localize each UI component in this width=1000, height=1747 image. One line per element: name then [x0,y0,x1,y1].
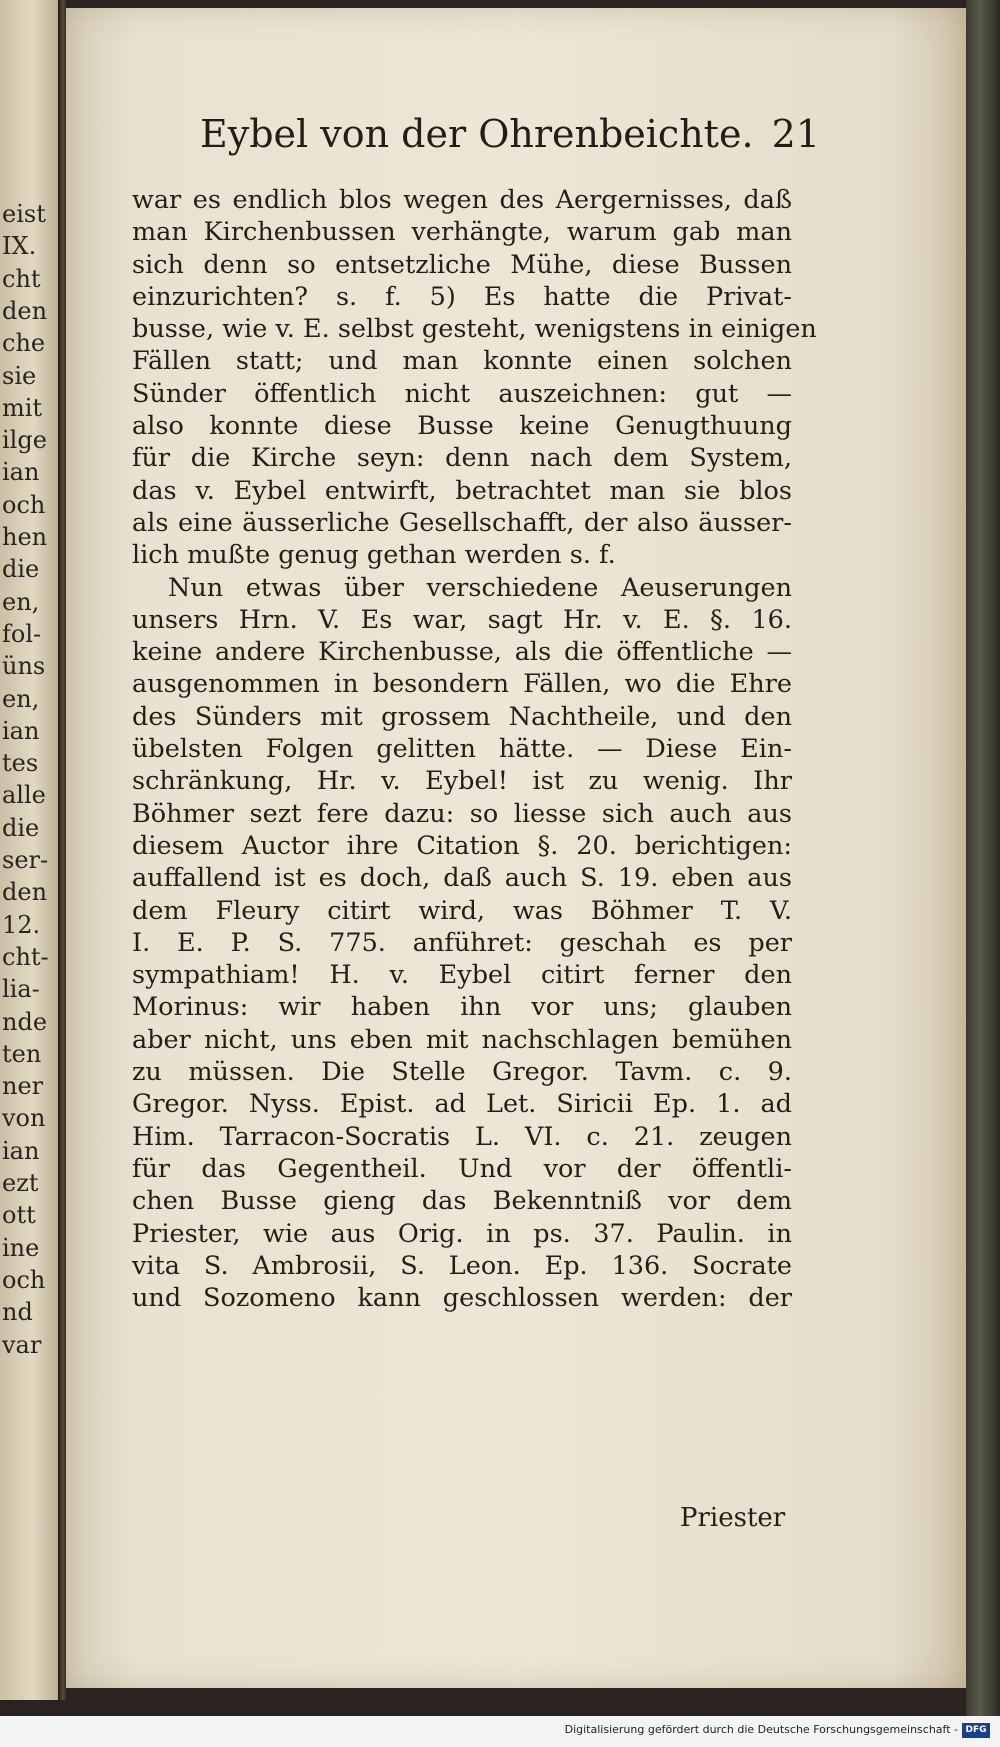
text-line: übelsten Folgen gelitten hätte. — Diese Ein‑ [132,734,792,765]
text-line: diesem Auctor ihre Citation §. 20. berichtigen: [132,830,792,861]
left-page-fragment: nd [2,1298,33,1327]
left-page-fragment: die [2,813,40,842]
book-cover-edge [966,0,1000,1747]
text-line: man Kirchenbussen verhängte, warum gab man [132,217,792,248]
left-page-fragment: IX. [2,232,37,261]
text-line: Böhmer sezt fere dazu: so liesse sich auch aus [132,798,792,829]
left-page-fragment: var [2,1330,42,1359]
footer-bar [0,1716,1000,1747]
text-line: zu müssen. Die Stelle Gregor. Tavm. c. 9. [132,1057,792,1088]
left-page-fragment: ian [2,1136,40,1165]
text-line: sich denn so entsetzliche Mühe, diese Bussen [132,249,792,280]
left-page-fragment: ine [2,1233,40,1262]
left-page-fragment: en, [2,684,40,713]
left-page-fragment: nde [2,1007,48,1036]
text-line: unsers Hrn. V. Es war, sagt Hr. v. E. §. 16. [132,604,792,635]
text-line: chen Busse gieng das Bekenntniß vor dem [132,1186,792,1217]
text-line: vita S. Ambrosii, S. Leon. Ep. 136. Socrate [132,1250,792,1281]
left-page-fragment: den [2,296,48,325]
text-line: war es endlich blos wegen des Aergernisses, daß [132,185,792,215]
left-page-fragment: mit [2,393,43,422]
text-line: auffallend ist es doch, daß auch S. 19. eben aus [132,863,792,894]
left-page-fragment: ezt [2,1169,39,1197]
running-title: Eybel von der Ohrenbeichte. [200,112,754,156]
text-line: Morinus: wir haben ihn vor uns; glauben [132,992,792,1023]
left-page-fragment: che [2,329,46,358]
text-line: Nun etwas über verschiedene Aeuserungen [168,572,792,603]
text-line: für das Gegentheil. Und vor der öffentli‑ [132,1153,792,1184]
left-page-fragment: och [2,1265,46,1294]
text-line: Him. Tarracon‑Socratis L. VI. c. 21. zeugen [132,1121,792,1152]
left-page-fragment: hen [2,523,48,551]
page-number: 21 [771,112,820,156]
left-page-edge [0,0,63,1700]
left-page-fragment: cht [2,264,41,293]
text-line: Sünder öffentlich nicht auszeichnen: gut — [132,378,792,409]
left-page-fragment: ott [2,1201,36,1230]
text-line: einzurichten? s. f. 5) Es hatte die Privat‑ [132,281,792,312]
left-page-fragment: tes [2,749,39,778]
text-line: busse, wie v. E. selbst gesteht, wenigstens in einigen [132,314,817,345]
text-line: Priester, wie aus Orig. in ps. 37. Paulin. in [132,1218,792,1249]
left-page-fragment: sie [2,361,37,390]
left-page-fragment: fol‑ [2,619,42,648]
left-page-fragment: alle [2,781,46,810]
left-page-fragment: ten [2,1039,42,1068]
left-page-fragment: die [2,555,40,584]
page-header [200,112,820,162]
left-page-fragment: ian [2,716,40,745]
text-line: I. E. P. S. 775. anführet: geschah es per [132,927,792,958]
left-page-fragment: och [2,490,46,519]
text-line: aber nicht, uns eben mit nachschlagen bemühen [132,1024,792,1055]
text-line: schränkung, Hr. v. Eybel! ist zu wenig. Ihr [132,766,792,797]
text-line: als eine äusserliche Gesellschafft, der also äusser‑ [132,507,792,538]
text-line: des Sünders mit grossem Nachtheile, und den [132,701,792,732]
funding-credit: Digitalisierung gefördert durch die Deutsche Forschungsgemeinschaft - [564,1723,958,1736]
text-line: ausgenommen in besondern Fällen, wo die Ehre [132,669,792,700]
text-line: für die Kirche seyn: denn nach dem System, [132,443,792,474]
left-page-fragment: 12. [2,910,41,939]
text-line: und Sozomeno kann geschlossen werden: der [132,1283,792,1314]
text-line: lich mußte genug gethan werden s. f. [132,540,616,571]
text-line: dem Fleury citirt wird, was Böhmer T. V. [132,895,792,926]
left-page-fragment: üns [2,652,46,681]
left-page-fragment: ian [2,458,40,487]
page-body-text [132,184,817,1314]
catchword: Priester [680,1503,786,1533]
left-page-fragment: ner [2,1072,44,1101]
left-page-fragment: ser‑ [2,846,49,874]
text-line: keine andere Kirchenbusse, als die öffentliche — [132,637,792,668]
text-line: Fällen statt; und man konnte einen solchen [132,346,792,377]
text-line: sympathiam! H. v. Eybel citirt ferner den [132,960,792,991]
left-page-fragment: cht‑ [2,942,49,971]
dfg-logo: DFG [962,1723,990,1738]
text-line: also konnte diese Busse keine Genugthuung [132,411,792,442]
left-page-fragment: lia‑ [2,975,40,1004]
left-page-fragment: en, [2,587,40,616]
left-page-fragment: eist [2,200,46,228]
text-line: Gregor. Nyss. Epist. ad Let. Siricii Ep. 1. ad [132,1089,792,1120]
left-page-fragment: ilge [2,426,47,455]
left-page-fragment: den [2,878,48,907]
left-page-fragment: von [2,1104,46,1133]
text-line: das v. Eybel entwirft, betrachtet man sie blos [132,475,792,506]
